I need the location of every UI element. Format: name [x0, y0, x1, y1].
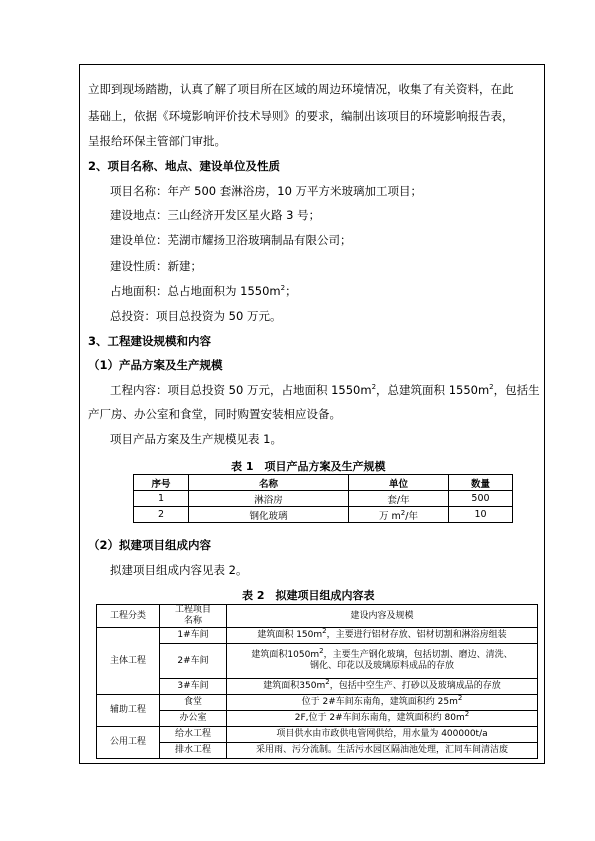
construction-unit: 建设单位：芜湖市耀扬卫浴玻璃制品有限公司； [110, 233, 352, 247]
table1-reference: 项目产品方案及生产规模见表 1。 [110, 432, 282, 446]
category-cell: 公用工程 [97, 727, 160, 759]
table-row [97, 743, 538, 759]
desc-cell: 建筑面积$1050m^2$，主要生产钢化玻璃，包括切割、磨边、清洗、 钢化、印花以及玻璃原料成品的存放 [227, 644, 538, 679]
total-investment: 总投资：项目总投资为 50 万元。 [110, 309, 282, 323]
table-header-row [97, 605, 538, 628]
desc-cell: 项目供水由市政供电管网供给，用水量为 400000t/a [227, 727, 538, 743]
engineering-content: 工程内容：项目总投资 50 万元，占地面积 $1550m^2$，总建筑面积 $1550m^2$，包括生 [110, 383, 540, 397]
cell-name: 淋浴房 [189, 491, 349, 507]
table-row [97, 695, 538, 711]
table-header-row [134, 475, 513, 491]
intro-line-2: 基础上，依据《环境影响评价技术导则》的要求，编制出该项目的环境影响报告表， [88, 109, 514, 123]
table-row [134, 507, 513, 523]
cell-qty: 500 [449, 491, 513, 507]
section2-heading: 2、项目名称、地点、建设单位及性质 [88, 159, 280, 173]
col-header: 数量 [449, 475, 513, 491]
desc-cell: 2F,位于 2#车间东南角，建筑面积约 $80m^2$ [227, 711, 538, 727]
table-row [97, 628, 538, 644]
subsection-2-heading: （2）拟建项目组成内容 [88, 538, 212, 552]
desc-cell: 位于 2#车间东南角，建筑面积约 $25m^2$ [227, 695, 538, 711]
table-row [97, 644, 538, 679]
section3-heading: 3、工程建设规模和内容 [88, 334, 212, 348]
col-header: 工程分类 [97, 605, 160, 628]
table-row [134, 491, 513, 507]
desc-cell: 采用雨、污分流制。生活污水园区隔油池处理，汇同车间清洁废 [227, 743, 538, 759]
composition-table [96, 604, 538, 759]
intro-line-3: 呈报给环保主管部门审批。 [88, 134, 226, 148]
item-cell: 3#车间 [160, 679, 227, 695]
table-row [97, 727, 538, 743]
cell-qty: 10 [449, 507, 513, 523]
category-cell: 主体工程 [97, 628, 160, 695]
item-cell: 2#车间 [160, 644, 227, 679]
col-header: 建设内容及规模 [227, 605, 538, 628]
subsection-1-heading: （1）产品方案及生产规模 [88, 358, 223, 372]
construction-nature: 建设性质：新建； [110, 259, 202, 273]
engineering-content-line-2: 产厂房、办公室和食堂，同时购置安装相应设备。 [88, 407, 341, 421]
cell-no: 2 [134, 507, 189, 523]
table-row [97, 679, 538, 695]
item-cell: 排水工程 [160, 743, 227, 759]
cell-no: 1 [134, 491, 189, 507]
product-table [133, 474, 513, 523]
item-cell: 办公室 [160, 711, 227, 727]
land-area: 占地面积：总占地面积为 $1550m^2$； [110, 284, 297, 298]
table2-reference: 拟建项目组成内容见表 2。 [110, 563, 248, 577]
col-header: 单位 [349, 475, 449, 491]
project-name: 项目名称：年产 500 套淋浴房，10 万平方米玻璃加工项目； [110, 184, 423, 198]
desc-cell: 建筑面积 $150m^2$，主要进行铝材存放、铝材切割和淋浴房组装 [227, 628, 538, 644]
intro-line-1: 立即到现场踏勘，认真了解了项目所在区域的周边环境情况，收集了有关资料，在此 [88, 82, 514, 96]
project-location: 建设地点：三山经济开发区星火路 3 号； [110, 208, 321, 222]
col-header: 名称 [189, 475, 349, 491]
col-header: 序号 [134, 475, 189, 491]
desc-cell: 建筑面积$350m^2$，包括中空生产、打砂以及玻璃成品的存放 [227, 679, 538, 695]
category-cell: 辅助工程 [97, 695, 160, 727]
table-row [97, 711, 538, 727]
cell-unit: 万 $m^2/$年 [349, 507, 449, 523]
cell-name: 钢化玻璃 [189, 507, 349, 523]
item-cell: 食堂 [160, 695, 227, 711]
table2-caption: 表 2 拟建项目组成内容表 [242, 589, 375, 602]
table1-caption: 表 1 项目产品方案及生产规模 [231, 460, 386, 473]
item-cell: 给水工程 [160, 727, 227, 743]
item-cell: 1#车间 [160, 628, 227, 644]
cell-unit: 套/年 [349, 491, 449, 507]
col-header: 工程项目 名称 [160, 605, 227, 628]
